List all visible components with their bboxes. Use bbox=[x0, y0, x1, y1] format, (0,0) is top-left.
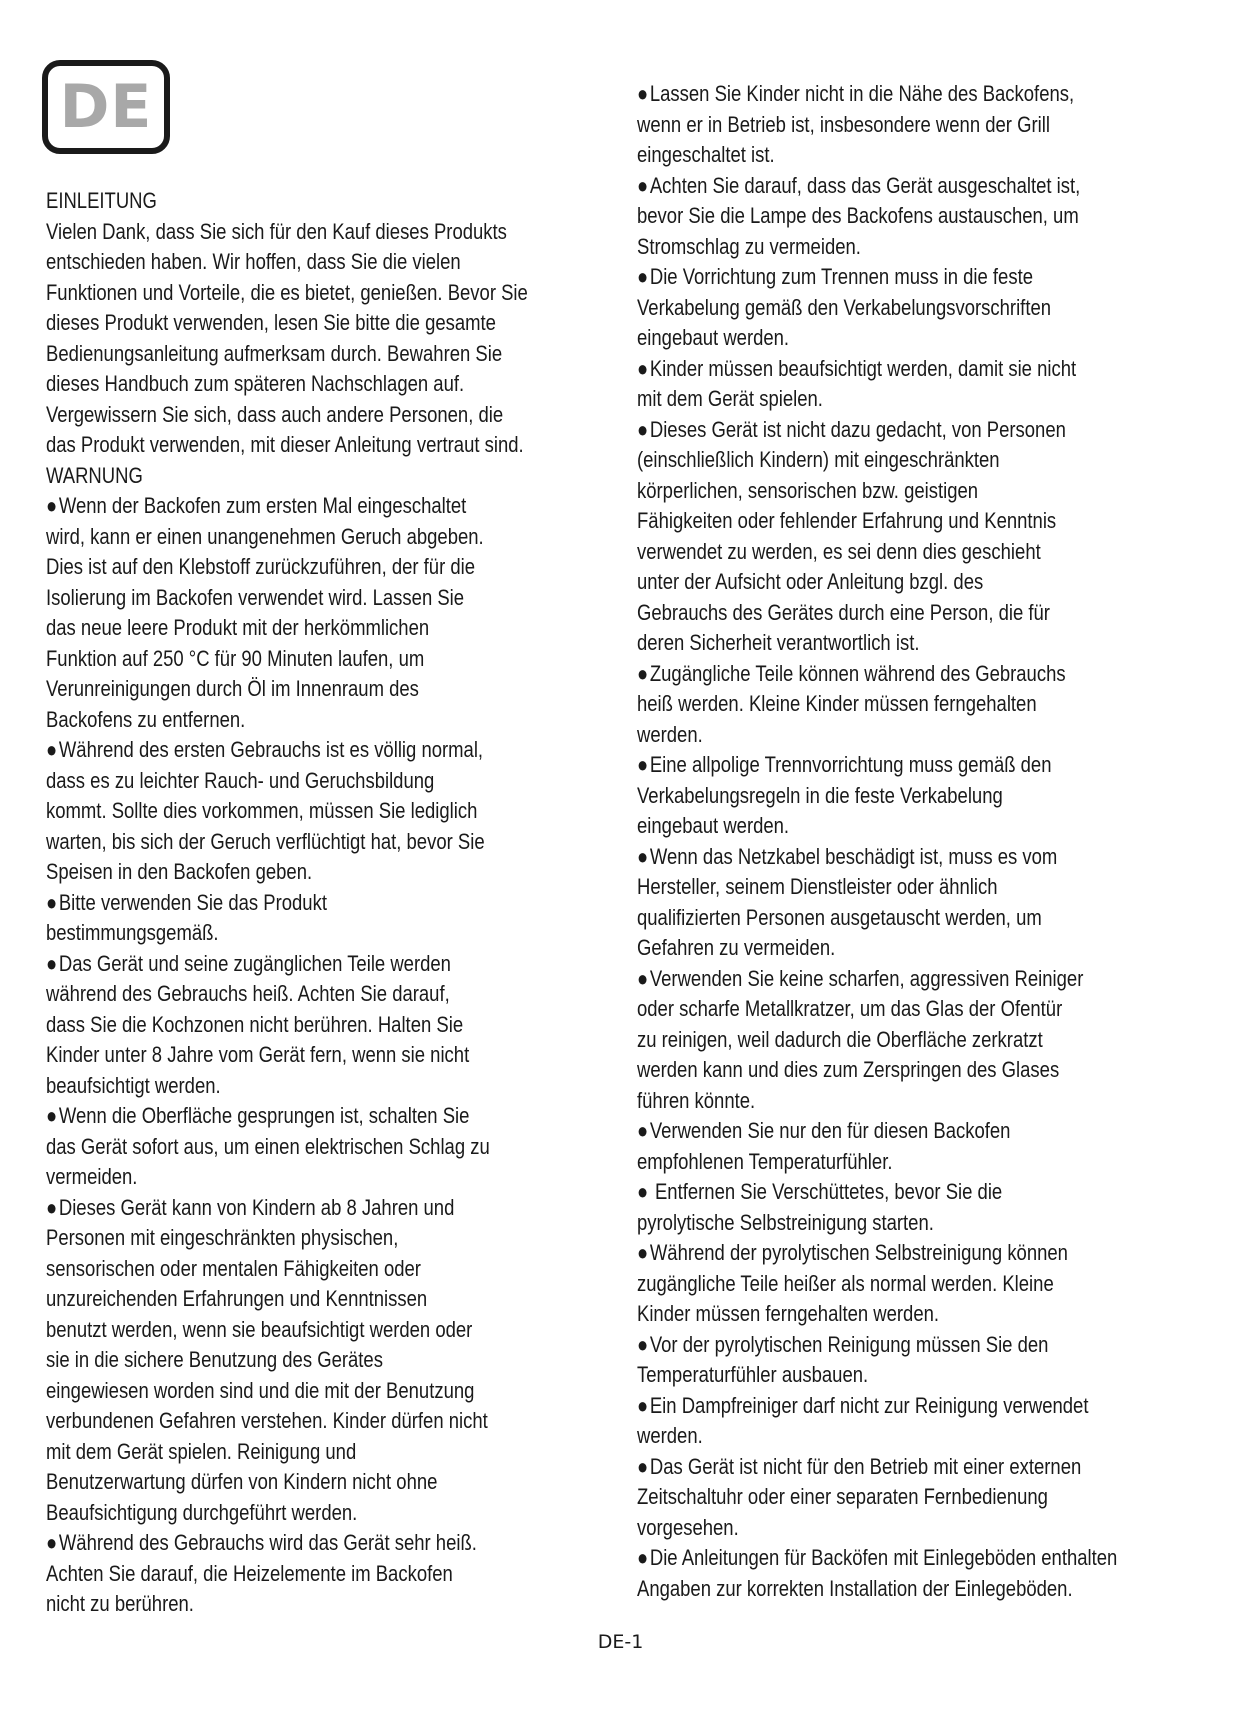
warning-item bbox=[46, 1101, 634, 1193]
text-line: verbundenen Gefahren verstehen. Kinder dürfen nicht bbox=[46, 1408, 488, 1433]
text-line: sie in die sichere Benutzung des Gerätes bbox=[46, 1347, 383, 1372]
text-line: dass es zu leichter Rauch- und Geruchsbildung bbox=[46, 767, 435, 793]
text-line: Verkabelungsregeln in die feste Verkabelung bbox=[637, 782, 1003, 808]
text-line: qualifizierten Personen ausgetauscht werden, um bbox=[637, 904, 1042, 930]
warning-item-first-line: ● Das Gerät ist nicht für den Betrieb mit einer externen bbox=[637, 1452, 1217, 1483]
heading-introduction: EINLEITUNG bbox=[46, 188, 157, 213]
text-line: Verkabelung gemäß den Verkabelungsvorschriften bbox=[637, 294, 1052, 320]
warning-item bbox=[637, 964, 1217, 1117]
text-line: zu reinigen, weil dadurch die Oberfläche zerkratzt bbox=[637, 1026, 1043, 1052]
text-line: mit dem Gerät spielen. bbox=[637, 386, 823, 411]
heading-warning: WARNUNG bbox=[46, 462, 143, 488]
warning-item-first-line: ● Die Anleitungen für Backöfen mit Einlegeböden enthalten bbox=[637, 1543, 1217, 1574]
page-number: DE-1 bbox=[597, 1631, 644, 1653]
text-line: Dies ist auf den Klebstoff zurückzuführen, der für die bbox=[46, 554, 476, 579]
warning-item bbox=[637, 1330, 1217, 1391]
warning-item-first-line: ● Dieses Gerät kann von Kindern ab 8 Jahren und bbox=[46, 1193, 634, 1224]
warning-item bbox=[46, 1528, 634, 1620]
text-line: (einschließlich Kindern) mit eingeschränkten bbox=[637, 447, 1000, 472]
warning-item bbox=[637, 1452, 1217, 1544]
warning-item-first-line: ● Verwenden Sie keine scharfen, aggressiven Reiniger bbox=[637, 964, 1217, 995]
right-warning-list bbox=[637, 79, 1217, 1604]
text-line: Gefahren zu vermeiden. bbox=[637, 935, 836, 960]
language-badge bbox=[42, 60, 170, 154]
text-line: eingebaut werden. bbox=[637, 813, 790, 838]
text-line: während des Gebrauchs heiß. Achten Sie darauf, bbox=[46, 981, 450, 1006]
warning-item bbox=[637, 262, 1217, 354]
text-line: benutzt werden, wenn sie beaufsichtigt werden oder bbox=[46, 1316, 473, 1342]
text-line: führen könnte. bbox=[637, 1087, 756, 1113]
text-line: Kinder unter 8 Jahre vom Gerät fern, wenn sie nicht bbox=[46, 1042, 470, 1067]
text-line: Stromschlag zu vermeiden. bbox=[637, 233, 861, 259]
warning-item-first-line: ● Während des ersten Gebrauchs ist es völlig normal, bbox=[46, 735, 634, 766]
text-line: das Gerät sofort aus, um einen elektrischen Schlag zu bbox=[46, 1133, 490, 1159]
warning-item bbox=[637, 1543, 1217, 1604]
warning-item-first-line: ● Eine allpolige Trennvorrichtung muss gemäß den bbox=[637, 750, 1217, 781]
text-line: bevor Sie die Lampe des Backofens austauschen, um bbox=[637, 203, 1079, 228]
warning-item-first-line: ● Die Vorrichtung zum Trennen muss in die feste bbox=[637, 262, 1217, 293]
warning-item-first-line: ● Kinder müssen beaufsichtigt werden, damit sie nicht bbox=[637, 354, 1217, 385]
language-code: DE bbox=[59, 72, 153, 142]
text-line: vermeiden. bbox=[46, 1164, 138, 1189]
warning-item bbox=[637, 1177, 1217, 1238]
warning-item bbox=[637, 354, 1217, 415]
text-line: Speisen in den Backofen geben. bbox=[46, 859, 313, 884]
warning-item-first-line: ● Entfernen Sie Verschüttetes, bevor Sie die bbox=[637, 1177, 1217, 1208]
text-line: das neue leere Produkt mit der herkömmlichen bbox=[46, 615, 430, 640]
warning-item-first-line: ● Während der pyrolytischen Selbstreinigung können bbox=[637, 1238, 1217, 1269]
warning-item bbox=[46, 1193, 634, 1529]
text-line: mit dem Gerät spielen. Reinigung und bbox=[46, 1438, 357, 1464]
left-column bbox=[46, 186, 634, 1620]
text-line: werden kann und dies zum Zerspringen des Glases bbox=[637, 1057, 1060, 1082]
warning-item-first-line: ● Ein Dampfreiniger darf nicht zur Reinigung verwendet bbox=[637, 1391, 1217, 1422]
warning-item-first-line: ● Bitte verwenden Sie das Produkt bbox=[46, 888, 634, 919]
text-line: Kinder müssen ferngehalten werden. bbox=[637, 1301, 940, 1326]
text-line: Vielen Dank, dass Sie sich für den Kauf dieses Produkts bbox=[46, 218, 507, 244]
warning-item-first-line: ● Zugängliche Teile können während des Gebrauchs bbox=[637, 659, 1217, 690]
text-line: Funktionen und Vorteile, die es bietet, genießen. Bevor Sie bbox=[46, 279, 528, 305]
text-line: dieses Produkt verwenden, lesen Sie bitte die gesamte bbox=[46, 310, 496, 335]
left-warning-list bbox=[46, 491, 634, 1620]
text-line: Funktion auf 250 °C für 90 Minuten laufen, um bbox=[46, 645, 425, 671]
text-line: Fähigkeiten oder fehlender Erfahrung und Kenntnis bbox=[637, 508, 1057, 533]
text-line: eingeschaltet ist. bbox=[637, 142, 775, 167]
warning-item bbox=[46, 735, 634, 888]
text-line: empfohlenen Temperaturfühler. bbox=[637, 1148, 893, 1174]
text-line: warten, bis sich der Geruch verflüchtigt hat, bevor Sie bbox=[46, 828, 485, 854]
text-line: zugängliche Teile heißer als normal werden. Kleine bbox=[637, 1270, 1054, 1296]
warning-item bbox=[637, 750, 1217, 842]
text-line: entschieden haben. Wir hoffen, dass Sie die vielen bbox=[46, 249, 461, 274]
text-line: werden. bbox=[637, 1423, 703, 1448]
right-column bbox=[637, 79, 1217, 1604]
text-line: dass Sie die Kochzonen nicht berühren. Halten Sie bbox=[46, 1011, 464, 1037]
text-line: dieses Handbuch zum späteren Nachschlagen auf. bbox=[46, 371, 465, 396]
text-line: Isolierung im Backofen verwendet wird. Lassen Sie bbox=[46, 584, 465, 610]
text-line: Zeitschaltuhr oder einer separaten Fernbedienung bbox=[637, 1484, 1048, 1509]
warning-item bbox=[46, 888, 634, 949]
text-line: deren Sicherheit verantwortlich ist. bbox=[637, 630, 920, 655]
text-line: sensorischen oder mentalen Fähigkeiten oder bbox=[46, 1255, 421, 1281]
warning-item-first-line: ● Lassen Sie Kinder nicht in die Nähe des Backofens, bbox=[637, 79, 1217, 110]
text-line: wird, kann er einen unangenehmen Geruch abgeben. bbox=[46, 523, 484, 549]
warning-item bbox=[46, 949, 634, 1102]
text-line: heiß werden. Kleine Kinder müssen ferngehalten bbox=[637, 691, 1037, 716]
text-line: vorgesehen. bbox=[637, 1514, 739, 1540]
text-line: bestimmungsgemäß. bbox=[46, 920, 219, 945]
warning-item bbox=[637, 1238, 1217, 1330]
intro-paragraph bbox=[46, 217, 634, 461]
text-line: körperlichen, sensorischen bzw. geistigen bbox=[637, 477, 979, 503]
warning-item-first-line: ● Das Gerät und seine zugänglichen Teile werden bbox=[46, 949, 634, 980]
text-line: Personen mit eingeschränkten physischen, bbox=[46, 1225, 399, 1250]
text-line: nicht zu berühren. bbox=[46, 1591, 194, 1616]
text-line: oder scharfe Metallkratzer, um das Glas der Ofentür bbox=[637, 996, 1063, 1021]
warning-item bbox=[637, 171, 1217, 263]
text-line: unter der Aufsicht oder Anleitung bzgl. des bbox=[637, 569, 984, 594]
text-line: pyrolytische Selbstreinigung starten. bbox=[637, 1209, 934, 1235]
warning-item bbox=[637, 79, 1217, 171]
text-line: Gebrauchs des Gerätes durch eine Person, die für bbox=[637, 599, 1050, 625]
warning-item bbox=[637, 1116, 1217, 1177]
warning-item-first-line: ● Vor der pyrolytischen Reinigung müssen Sie den bbox=[637, 1330, 1217, 1361]
text-line: beaufsichtigt werden. bbox=[46, 1072, 221, 1098]
warning-item-first-line: ● Dieses Gerät ist nicht dazu gedacht, von Personen bbox=[637, 415, 1217, 446]
text-line: Backofens zu entfernen. bbox=[46, 706, 246, 732]
text-line: das Produkt verwenden, mit dieser Anleitung vertraut sind. bbox=[46, 432, 524, 457]
text-line: Angaben zur korrekten Installation der Einlegeböden. bbox=[637, 1575, 1073, 1601]
warning-item bbox=[46, 491, 634, 735]
text-line: kommt. Sollte dies vorkommen, müssen Sie lediglich bbox=[46, 798, 478, 823]
warning-item bbox=[637, 415, 1217, 659]
text-line: eingewiesen worden sind und die mit der Benutzung bbox=[46, 1377, 475, 1403]
warning-item bbox=[637, 842, 1217, 964]
warning-item bbox=[637, 1391, 1217, 1452]
text-line: Temperaturfühler ausbauen. bbox=[637, 1362, 869, 1387]
text-line: Beaufsichtigung durchgeführt werden. bbox=[46, 1499, 358, 1525]
warning-item-first-line: ● Wenn der Backofen zum ersten Mal eingeschaltet bbox=[46, 491, 634, 522]
warning-item-first-line: ● Während des Gebrauchs wird das Gerät sehr heiß. bbox=[46, 1528, 634, 1559]
warning-item-first-line: ● Verwenden Sie nur den für diesen Backofen bbox=[637, 1116, 1217, 1147]
text-line: Hersteller, seinem Dienstleister oder ähnlich bbox=[637, 874, 998, 899]
text-line: Achten Sie darauf, die Heizelemente im Backofen bbox=[46, 1560, 453, 1586]
text-line: wenn er in Betrieb ist, insbesondere wenn der Grill bbox=[637, 111, 1050, 137]
text-line: Benutzerwartung dürfen von Kindern nicht ohne bbox=[46, 1469, 438, 1494]
text-line: Verunreinigungen durch Öl im Innenraum des bbox=[46, 676, 419, 701]
warning-item-first-line: ● Wenn das Netzkabel beschädigt ist, muss es vom bbox=[637, 842, 1217, 873]
text-line: Vergewissern Sie sich, dass auch andere Personen, die bbox=[46, 401, 504, 427]
warning-item-first-line: ● Achten Sie darauf, dass das Gerät ausgeschaltet ist, bbox=[637, 171, 1217, 202]
text-line: werden. bbox=[637, 721, 703, 747]
text-line: eingebaut werden. bbox=[637, 325, 790, 350]
warning-item-first-line: ● Wenn die Oberfläche gesprungen ist, schalten Sie bbox=[46, 1101, 634, 1132]
text-line: verwendet zu werden, es sei denn dies geschieht bbox=[637, 538, 1041, 564]
warning-item bbox=[637, 659, 1217, 751]
text-line: Bedienungsanleitung aufmerksam durch. Bewahren Sie bbox=[46, 340, 503, 366]
text-line: unzureichenden Erfahrungen und Kenntnissen bbox=[46, 1286, 428, 1311]
